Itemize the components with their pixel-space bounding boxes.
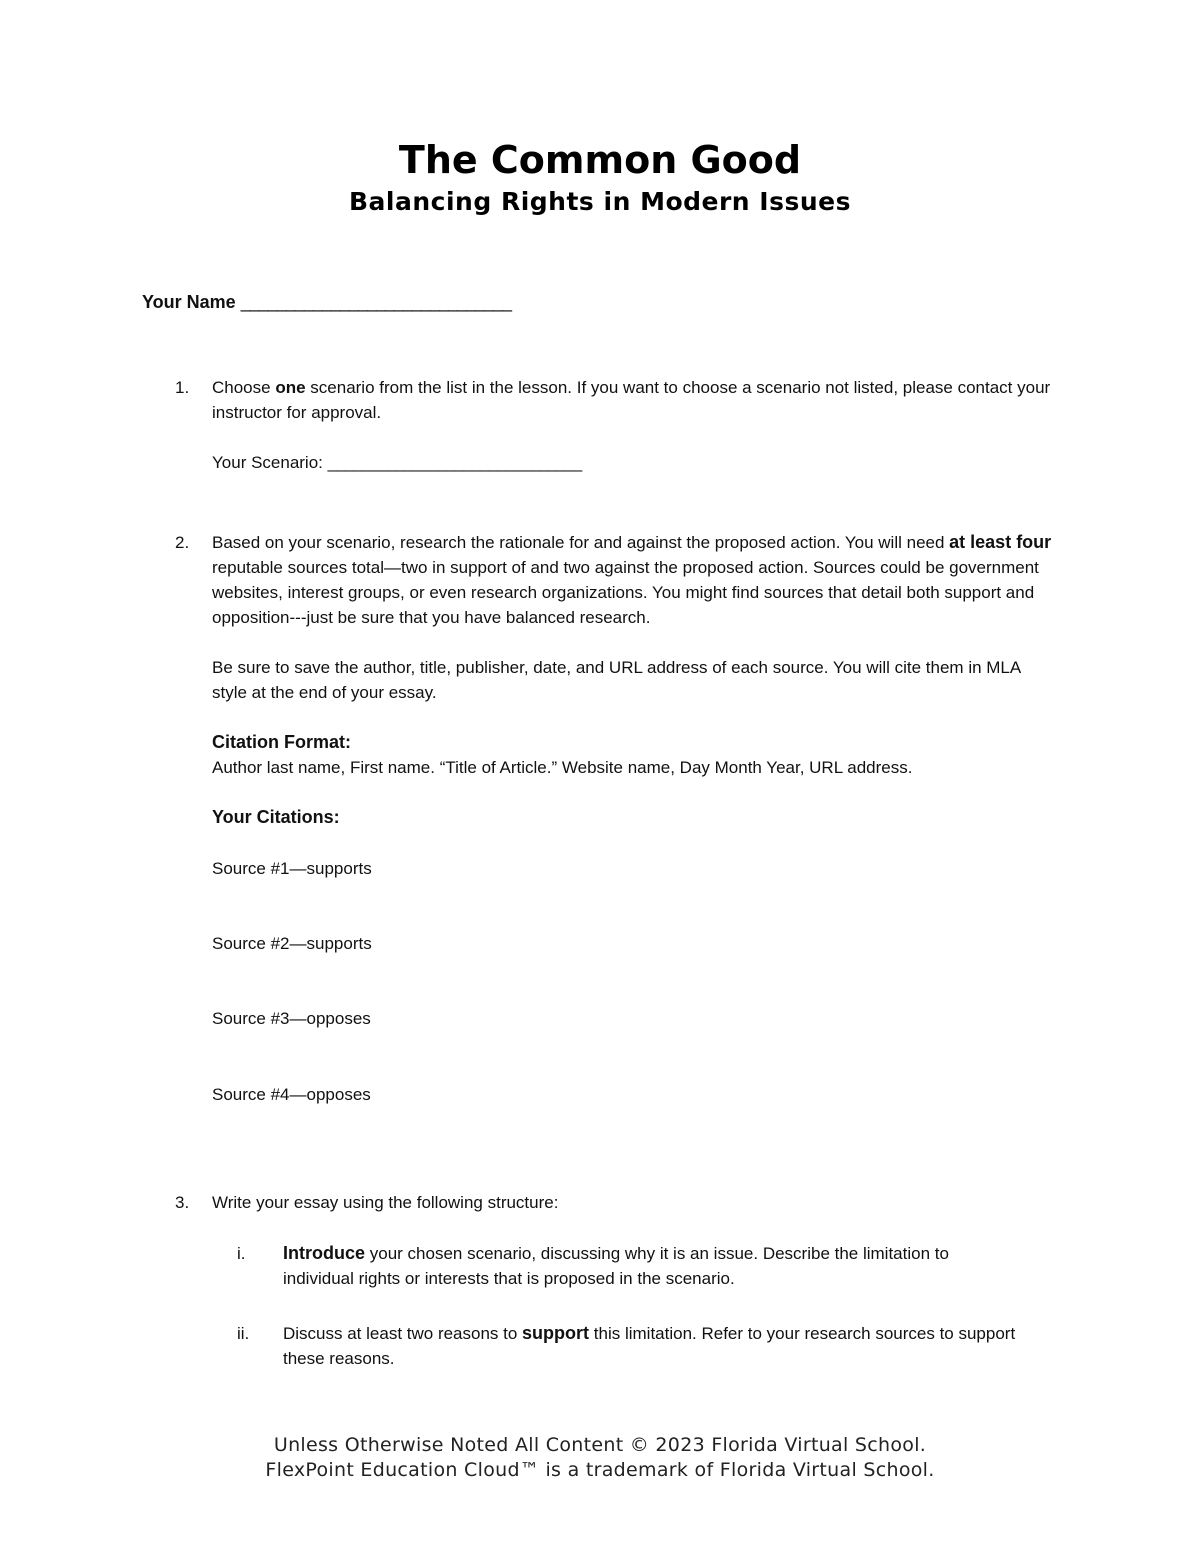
name-field <box>142 292 511 313</box>
page-footer <box>0 1433 1200 1483</box>
source-3: Source #3—opposes <box>212 1009 371 1028</box>
name-blank[interactable]: ______________________________ <box>240 292 512 312</box>
item-1-text: Choose one scenario from the list in the lesson. If you want to choose a scenario not listed, please contact your instructor for approval. <box>212 378 1051 422</box>
source-1: Source #1—supports <box>212 859 372 878</box>
scenario-field <box>212 450 1052 475</box>
item-2-text: Based on your scenario, research the rationale for and against the proposed action. You will need at least four reputable sources total—two in support of and two against the proposed action. Sources could be government websites, interest groups, or even research organizations. You might find sources that detail both support and opposition---just be sure that you have balanced research. <box>212 532 1052 627</box>
item-number: 1. <box>175 378 190 397</box>
item-3-text: Write your essay using the following structure: <box>212 1193 559 1212</box>
citation-format-text: Author last name, First name. “Title of Article.” Website name, Day Month Year, URL address. <box>212 758 913 777</box>
sub-item-ii-text: Discuss at least two reasons to support this limitation. Refer to your research sources to support these reasons. <box>283 1323 1016 1368</box>
page-subtitle: Balancing Rights in Modern Issues <box>349 187 851 216</box>
source-2: Source #2—supports <box>212 934 372 953</box>
name-label: Your Name <box>142 292 236 312</box>
sub-item-i-text: Introduce your chosen scenario, discussing why it is an issue. Describe the limitation to individual rights or interests that is proposed in the scenario. <box>283 1243 949 1288</box>
source-4: Source #4—opposes <box>212 1085 371 1104</box>
sub-item-number: i. <box>237 1244 246 1263</box>
page-title: The Common Good <box>398 138 802 182</box>
scenario-blank[interactable]: ______________________________ <box>327 453 582 472</box>
sub-item-number: ii. <box>237 1324 250 1343</box>
item-number: 2. <box>175 533 190 552</box>
footer-line-1: Unless Otherwise Noted All Content © 2023 Florida Virtual School. <box>273 1434 927 1456</box>
footer-line-2: FlexPoint Education Cloud™ is a trademark of Florida Virtual School. <box>265 1459 935 1481</box>
save-note: Be sure to save the author, title, publisher, date, and URL address of each source. You will cite them in MLA style at the end of your essay. <box>212 658 1021 702</box>
your-citations-heading: Your Citations: <box>212 807 340 827</box>
citation-format-heading: Citation Format: <box>212 732 351 752</box>
item-number: 3. <box>175 1193 190 1212</box>
scenario-label: Your Scenario: <box>212 453 328 472</box>
